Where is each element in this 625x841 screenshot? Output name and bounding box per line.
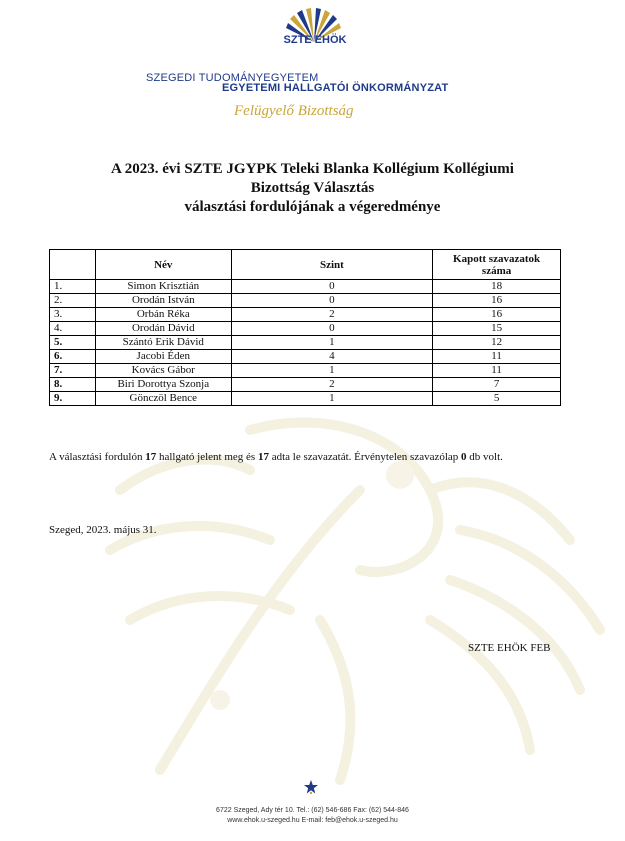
footer-address: 6722 Szeged, Ady tér 10. Tel.: (62) 546-686 Fax: (62) 544-846 [216, 807, 409, 814]
candidate-votes: 5 [433, 392, 561, 406]
university-name: SZEGEDI TUDOMÁNYEGYETEM [146, 72, 319, 84]
logo-text: SZTE EHÖK [283, 34, 347, 46]
candidate-level: 0 [231, 322, 433, 336]
table-row [50, 294, 561, 308]
footer-contact [150, 806, 475, 826]
candidate-votes: 18 [433, 280, 561, 294]
candidate-name: Szántó Erik Dávid [95, 336, 231, 350]
star-logo-icon [304, 780, 318, 794]
table-row [50, 350, 561, 364]
row-number: 7. [50, 364, 96, 378]
title-line-3: választási fordulójának a végeredménye [184, 199, 441, 215]
row-number: 8. [50, 378, 96, 392]
candidate-name: Simon Krisztián [95, 280, 231, 294]
candidate-name: Kovács Gábor [95, 364, 231, 378]
candidate-level: 1 [231, 364, 433, 378]
summary-text: hallgató jelent meg és [156, 451, 258, 463]
candidate-level: 0 [231, 294, 433, 308]
document-title [40, 160, 585, 217]
table-header-row [50, 250, 561, 280]
header-votes: Kapott szavazatok száma [433, 250, 561, 280]
candidate-votes: 15 [433, 322, 561, 336]
row-number: 2. [50, 294, 96, 308]
document-date: Szeged, 2023. május 31. [49, 524, 157, 536]
results-table [49, 249, 561, 406]
voter-count: 17 [257, 451, 269, 463]
summary-text: adta le szavazatát. Érvénytelen szavazólap [268, 451, 462, 463]
candidate-votes: 11 [433, 350, 561, 364]
summary-text: A választási fordulón [49, 451, 146, 463]
summary-paragraph [49, 450, 569, 465]
title-line-2: Bizottság Választás [250, 180, 375, 196]
candidate-name: Biri Dorottya Szonja [95, 378, 231, 392]
invalid-count: 0 [461, 451, 467, 463]
candidate-votes: 16 [433, 294, 561, 308]
candidate-name: Jacobi Éden [95, 350, 231, 364]
table-row [50, 392, 561, 406]
committee-name: Felügyelő Bizottság [234, 103, 354, 119]
eagle-watermark-icon [100, 370, 625, 790]
row-number: 1. [50, 280, 96, 294]
candidate-level: 2 [231, 308, 433, 322]
header-number [50, 250, 96, 280]
table-row [50, 280, 561, 294]
row-number: 9. [50, 392, 96, 406]
candidate-votes: 16 [433, 308, 561, 322]
candidate-level: 1 [231, 336, 433, 350]
row-number: 4. [50, 322, 96, 336]
candidate-level: 0 [231, 280, 433, 294]
header-name: Név [95, 250, 231, 280]
row-number: 6. [50, 350, 96, 364]
table-row [50, 364, 561, 378]
table-row [50, 322, 561, 336]
attendee-count: 17 [145, 451, 157, 463]
candidate-votes: 12 [433, 336, 561, 350]
summary-text: db volt. [466, 451, 503, 463]
candidate-name: Orodán István [95, 294, 231, 308]
footer-web-email: www.ehok.u-szeged.hu E-mail: feb@ehok.u-szeged.hu [227, 817, 398, 824]
table-row [50, 378, 561, 392]
union-name: EGYETEMI HALLGATÓI ÖNKORMÁNYZAT [222, 82, 449, 94]
row-number: 3. [50, 308, 96, 322]
candidate-level: 2 [231, 378, 433, 392]
row-number: 5. [50, 336, 96, 350]
header-level: Szint [231, 250, 433, 280]
signature: SZTE EHÖK FEB [468, 642, 551, 654]
table-row [50, 308, 561, 322]
candidate-name: Orodán Dávid [95, 322, 231, 336]
candidate-level: 4 [231, 350, 433, 364]
candidate-votes: 7 [433, 378, 561, 392]
candidate-votes: 11 [433, 364, 561, 378]
title-line-1: A 2023. évi SZTE JGYPK Teleki Blanka Kollégium Kollégiumi [111, 161, 514, 177]
table-row [50, 336, 561, 350]
candidate-name: Orbán Réka [95, 308, 231, 322]
candidate-level: 1 [231, 392, 433, 406]
candidate-name: Gönczöl Bence [95, 392, 231, 406]
